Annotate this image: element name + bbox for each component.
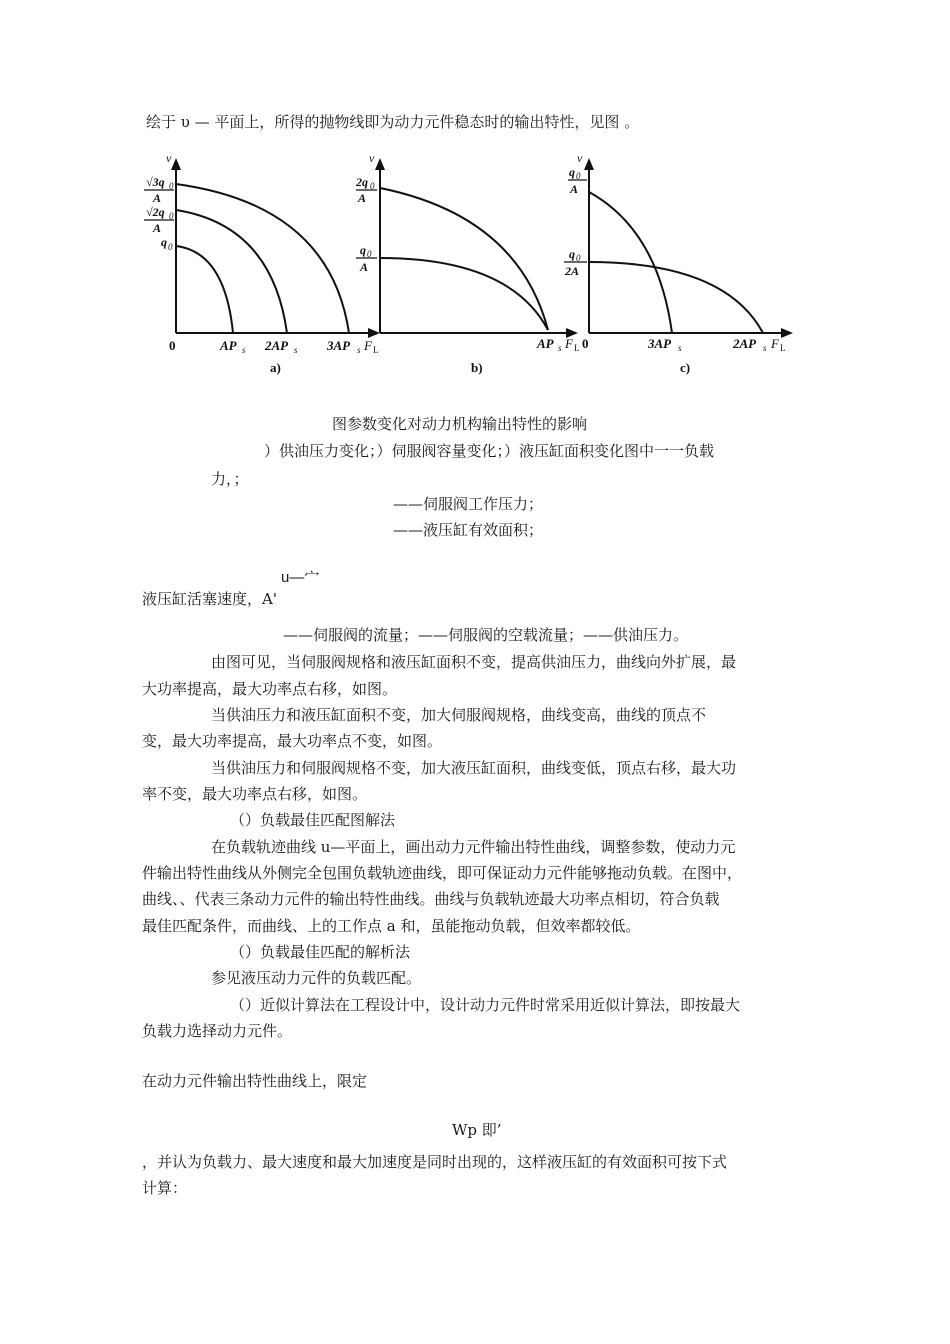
panel-a-caption: a): [270, 360, 281, 375]
note-line-6: 液压缸活塞速度，A': [142, 590, 277, 608]
panel-b-y-arrow: [375, 158, 385, 170]
note-line-3: ——伺服阀工作压力；: [393, 495, 544, 513]
svg-text:s: s: [763, 343, 767, 353]
svg-text:0: 0: [168, 242, 173, 252]
panel-a-curve-3: [176, 184, 349, 333]
panel-c-v-label: v: [577, 151, 583, 165]
para-7: 在动力元件输出特性曲线上，限定: [142, 1072, 368, 1090]
svg-text:L: L: [373, 345, 379, 355]
note-line-4: ——液压缸有效面积；: [393, 521, 544, 539]
svg-text:s: s: [242, 345, 246, 355]
panel-b-v-label: v: [369, 151, 375, 165]
para-8-line-1: ，并认为负载力、最大速度和最大加速度是同时出现的，这样液压缸的有效面积可按下式: [142, 1153, 728, 1171]
note-line-2: 力，；: [211, 470, 249, 488]
panel-c-caption: c): [680, 360, 691, 375]
para-1-line-1: 由图可见，当伺服阀规格和液压缸面积不变，提高供油压力，曲线向外扩展，最: [211, 653, 737, 671]
svg-text:0: 0: [367, 249, 372, 259]
para-2-line-1: 当供油压力和液压缸面积不变，加大伺服阀规格，曲线变高，曲线的顶点不: [211, 706, 707, 724]
panel-a-origin: 0: [169, 338, 176, 353]
svg-text:0: 0: [576, 253, 581, 263]
para-5: 参见液压动力元件的负载匹配。: [211, 969, 422, 987]
note-line-5: u—宀: [281, 569, 320, 586]
panel-a-ylow-label: q: [161, 235, 167, 249]
panel-b-ytop-den: A: [358, 191, 367, 205]
para-4-line-2: 件输出特性曲线从外侧完全包围负载轨迹曲线，即可保证动力元件能够拖动负载。在图中，: [142, 864, 743, 882]
para-8-line-2: 计算：: [142, 1179, 188, 1197]
panel-a-x-arrow: [368, 328, 380, 338]
figure-caption: 图参数变化对动力机构输出特性的影响: [332, 415, 588, 433]
panel-c-ylow-num: q: [569, 247, 575, 261]
para-3-line-2: 率不变，最大功率点右移，如图。: [142, 785, 368, 803]
panel-a-ymid-num: √2q: [146, 205, 165, 219]
panel-a-curve-1: [176, 246, 233, 333]
para-6-line-2: 负载力选择动力元件。: [142, 1022, 293, 1040]
para-4-line-3: 曲线、、代表三条动力元件的输出特性曲线。曲线与负载轨迹最大功率点相切，符合负载: [142, 890, 720, 908]
panel-b-ytop-num: 2q: [356, 175, 368, 189]
svg-text:s: s: [678, 343, 682, 353]
panel-c-x-arrow: [781, 328, 793, 338]
panel-c-x1: 3AP: [648, 336, 672, 351]
panel-b-curve-2: [380, 258, 548, 330]
para-1-line-2: 大功率提高，最大功率点右移，如图。: [142, 680, 398, 698]
panel-c-ytop-num: q: [569, 165, 575, 179]
para-2-line-2: 变，最大功率提高，最大功率点不变，如图。: [142, 732, 443, 750]
panel-a-x1: AP: [220, 338, 237, 353]
panel-c-f-label: F: [771, 336, 779, 351]
panel-c-origin: 0: [582, 336, 589, 351]
para-4-line-4: 最佳匹配条件，而曲线、上的工作点 a 和，虽能拖动负载，但效率都较低。: [142, 917, 641, 935]
note-line-7: ——伺服阀的流量；——伺服阀的空载流量；——供油压力。: [283, 626, 689, 644]
panel-a-ytop-num: √3q: [146, 175, 165, 189]
panel-a-curve-2: [176, 210, 287, 333]
panel-a-f-label: F: [364, 338, 372, 353]
para-4-line-1: 在负载轨迹曲线 u—平面上，画出动力元件输出特性曲线，调整参数，使动力元: [211, 838, 736, 856]
panel-a-ytop-den: A: [153, 191, 162, 205]
panel-a-x3: 3AP: [327, 338, 351, 353]
panel-b-ylow-den: A: [360, 260, 369, 274]
output-characteristic-figure: [140, 140, 810, 380]
formula-text: Wp 即’: [452, 1121, 502, 1139]
heading-analytic-method: （）负载最佳匹配的解析法: [230, 943, 411, 961]
panel-c-curve-2: [589, 262, 763, 333]
para-6-line-1: （）近似计算法在工程设计中，设计动力元件时常采用近似计算法，即按最大: [230, 996, 741, 1014]
panel-b-f-label: F: [565, 336, 573, 351]
figure-svg: [140, 140, 810, 380]
para-3-line-1: 当供油压力和伺服阀规格不变，加大液压缸面积，曲线变低，顶点右移，最大功: [211, 759, 737, 777]
panel-a-x2: 2AP: [265, 338, 289, 353]
panel-c-ytop-den: A: [570, 182, 579, 196]
panel-b-caption: b): [471, 360, 483, 375]
panel-c-x2: 2AP: [733, 336, 757, 351]
svg-text:s: s: [357, 345, 361, 355]
panel-c-ylow-den: 2A: [565, 264, 580, 278]
panel-a-y-arrow: [171, 158, 181, 170]
svg-text:s: s: [294, 345, 298, 355]
panel-a-ymid-den: A: [153, 221, 162, 235]
svg-text:0: 0: [169, 211, 174, 221]
svg-text:L: L: [780, 343, 786, 353]
svg-text:0: 0: [370, 181, 375, 191]
panel-a-v-label: v: [166, 151, 172, 165]
svg-text:s: s: [558, 343, 562, 353]
heading-graphic-method: （）负载最佳匹配图解法: [230, 811, 396, 829]
note-line-1: ）供油压力变化；）伺服阀容量变化；）液压缸面积变化图中一一负载: [264, 442, 715, 460]
panel-b-x1: AP: [537, 336, 554, 351]
panel-c-y-arrow: [584, 158, 594, 170]
intro-line: 绘于 υ — 平面上，所得的抛物线即为动力元件稳态时的输出特性，见图 。: [146, 113, 640, 131]
panel-b-ylow-num: q: [360, 243, 366, 257]
svg-text:0: 0: [576, 171, 581, 181]
svg-text:0: 0: [169, 181, 174, 191]
svg-text:L: L: [574, 343, 580, 353]
